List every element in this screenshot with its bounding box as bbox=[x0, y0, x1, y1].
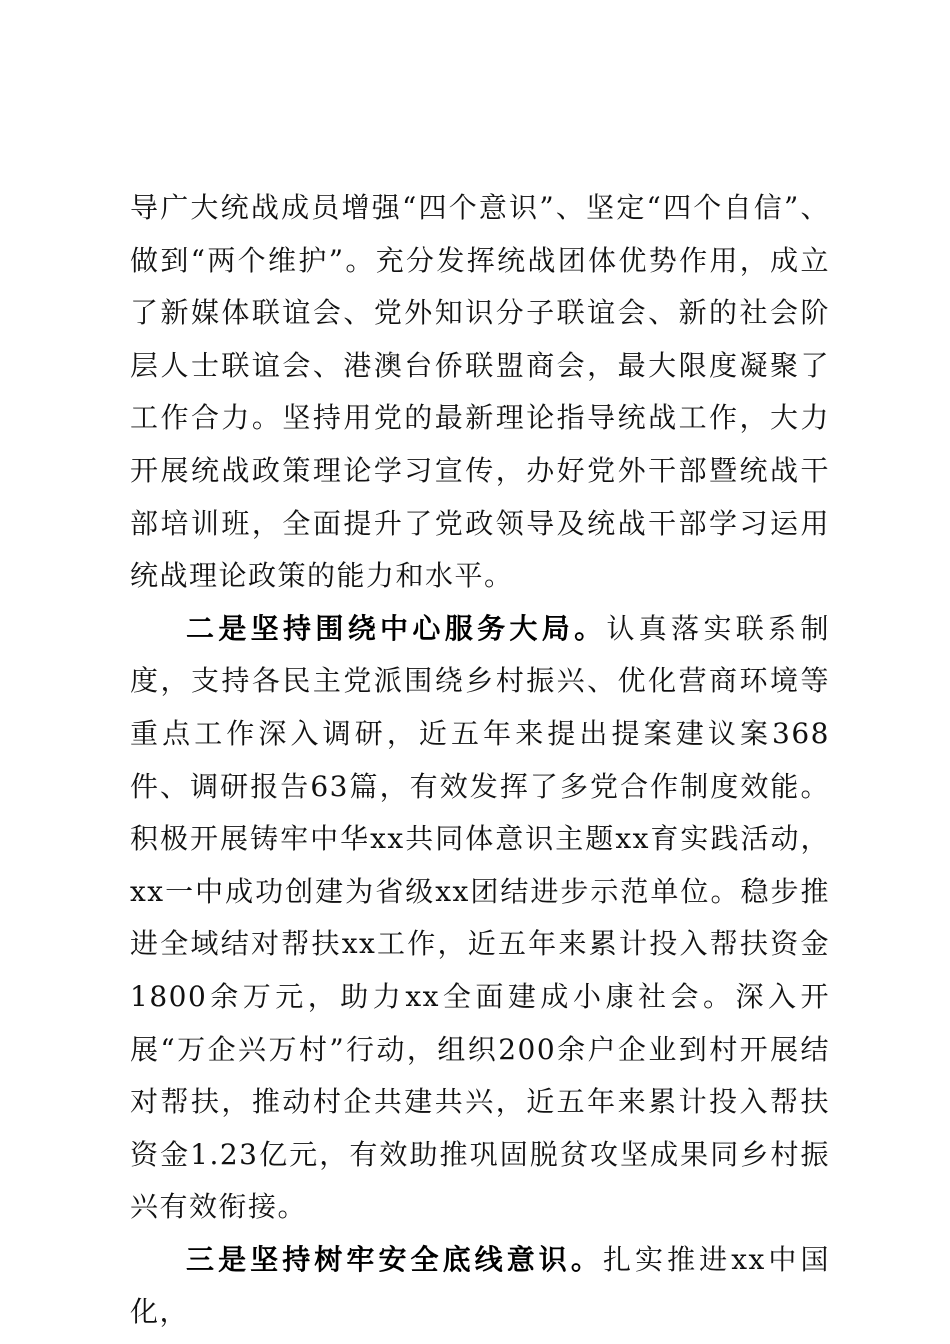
paragraph-1 bbox=[130, 182, 830, 603]
paragraph-1-text: 导广大统战成员增强“四个意识”、坚定“四个自信”、做到“两个维护”。充分发挥统战团体优势作用，成立了新媒体联谊会、党外知识分子联谊会、新的社会阶层人士联谊会、港澳台侨联盟商会，最大限度凝聚了工作合力。坚持用党的最新理论指导统战工作，大力开展统战政策理论学习宣传，办好党外干部暨统战干部培训班，全面提升了党政领导及统战干部学习运用统战理论政策的能力和水平。 bbox=[130, 191, 830, 593]
paragraph-3 bbox=[130, 1234, 830, 1339]
document-page bbox=[130, 182, 830, 1339]
paragraph-3-lead: 三是坚持树牢安全底线意识。 bbox=[186, 1242, 603, 1276]
paragraph-2 bbox=[130, 603, 830, 1234]
paragraph-2-lead: 二是坚持围绕中心服务大局。 bbox=[186, 611, 607, 645]
paragraph-3-text: 扎实推进xx中国化， bbox=[130, 1242, 830, 1329]
paragraph-2-text: 认真落实联系制度，支持各民主党派围绕乡村振兴、优化营商环境等重点工作深入调研，近五年来提出提案建议案368件、调研报告63篇，有效发挥了多党合作制度效能。积极开展铸牢中华xx共同体意识主题xx育实践活动，xx一中成功创建为省级xx团结进步示范单位。稳步推进全域结对帮扶xx工作，近五年来累计投入帮扶资金1800余万元，助力xx全面建成小康社会。深入开展“万企兴万村”行动，组织200余户企业到村开展结对帮扶，推动村企共建共兴，近五年来累计投入帮扶资金1.23亿元，有效助推巩固脱贫攻坚成果同乡村振兴有效衔接。 bbox=[130, 611, 830, 1224]
